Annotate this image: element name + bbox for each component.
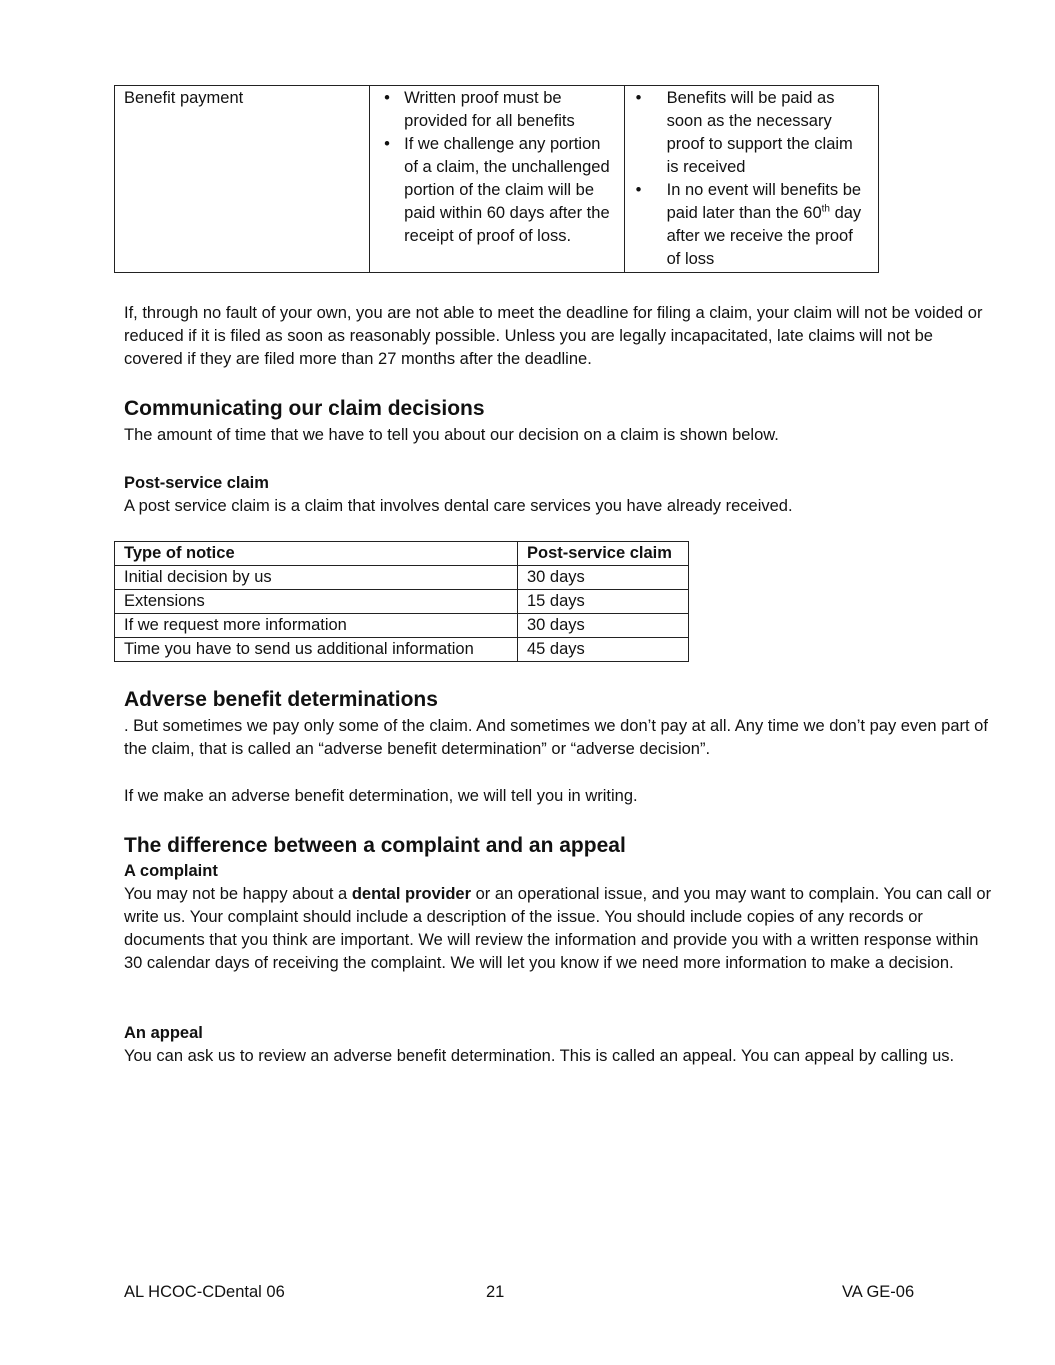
table-cell: 45 days (518, 638, 689, 662)
benefit-timing-cell (624, 86, 878, 273)
footer-left: AL HCOC-CDental 06 (124, 1283, 285, 1301)
complaint-heading: A complaint (124, 862, 218, 880)
footer-right: VA GE-06 (842, 1283, 915, 1301)
table-cell: 15 days (518, 590, 689, 614)
table-cell: 30 days (518, 614, 689, 638)
table-row (115, 566, 689, 590)
late-claims-paragraph: If, through no fault of your own, you are not able to meet the deadline for filing a claim, your claim will not be voided or reduced if it is filed as soon as reasonably possible. Unless you are legally incapacitated, late claims will not be covered if they are filed more than 27 months after the deadline. (124, 304, 983, 368)
column-header: Type of notice (115, 542, 518, 566)
table-cell: 30 days (518, 566, 689, 590)
table-row (115, 614, 689, 638)
column-header: Post-service claim (518, 542, 689, 566)
section-heading-communicating: Communicating our claim decisions (124, 397, 485, 420)
post-service-heading: Post-service claim (124, 474, 269, 492)
appeal-text: You can ask us to review an adverse benefit determination. This is called an appeal. You can appeal by calling us. (124, 1047, 955, 1065)
communicating-intro: The amount of time that we have to tell you about our decision on a claim is shown below. (124, 426, 779, 444)
benefit-row-label: Benefit payment (115, 86, 370, 273)
benefit-payment-table (114, 85, 879, 273)
list-item: • If we challenge any portion of a claim, the unchallenged portion of the claim will be paid within 60 days after the receipt of proof of loss. (379, 133, 614, 248)
table-cell: If we request more information (115, 614, 518, 638)
complaint-text: You may not be happy about a dental provider or an operational issue, and you may want to complain. You can call or write us. Your complaint should include a description of the issue. You should include copies of any records or documents that you think are important. We will review the information and provide you with a written response within 30 calendar days of receiving the complaint. We will let you know if we need more information to make a decision. (124, 885, 992, 972)
table-cell: Initial decision by us (115, 566, 518, 590)
benefit-conditions-cell (370, 86, 624, 273)
list-item: • Benefits will be paid as soon as the necessary proof to support the claim is received (634, 87, 869, 179)
table-row (115, 638, 689, 662)
table-cell: Time you have to send us additional information (115, 638, 518, 662)
section-heading-difference: The difference between a complaint and an appeal (124, 834, 626, 857)
page-number: 21 (486, 1283, 505, 1301)
table-row (115, 86, 879, 273)
notice-timing-table (114, 541, 689, 662)
adverse-writing-text: If we make an adverse benefit determination, we will tell you in writing. (124, 787, 638, 805)
table-row (115, 590, 689, 614)
list-item: • Written proof must be provided for all benefits (379, 87, 614, 133)
list-item: • In no event will benefits be paid later than the 60th day after we receive the proof of loss (634, 179, 869, 271)
table-cell: Extensions (115, 590, 518, 614)
appeal-heading: An appeal (124, 1024, 203, 1042)
section-heading-adverse: Adverse benefit determinations (124, 688, 438, 711)
dental-provider-term: dental provider (351, 885, 472, 903)
post-service-text: A post service claim is a claim that involves dental care services you have already received. (124, 497, 793, 515)
adverse-text: . But sometimes we pay only some of the claim. And sometimes we don’t pay at all. Any time we don’t pay even part of the claim, that is called an “adverse benefit determination” or “adverse decision”. (124, 717, 988, 758)
table-header-row (115, 542, 689, 566)
